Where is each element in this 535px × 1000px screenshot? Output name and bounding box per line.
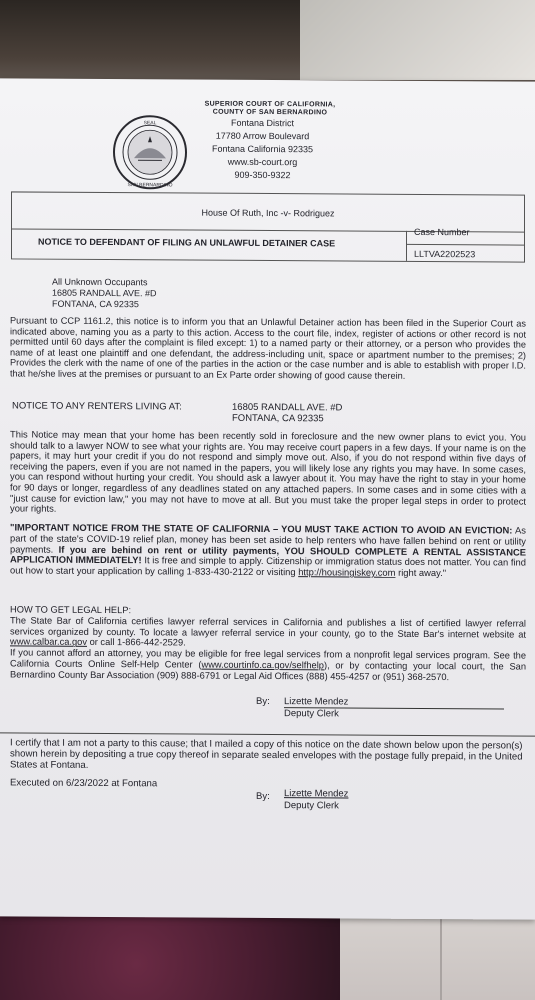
legal-help-referral (10, 615, 526, 651)
housing-link[interactable]: http://housingiskey.com (298, 566, 396, 578)
signature-title-1: Deputy Clerk (284, 708, 339, 720)
signature-name-1: Lizette Mendez (284, 696, 349, 708)
occupants-line2: 16805 RANDALL AVE. #D (52, 287, 157, 299)
foreclosure-paragraph: This Notice may mean that your home has been recently sold in foreclosure and the new owner plans to evict you. You should talk to a lawyer NOW to see what your rights are. You may receive court papers in a few days. If your name is on the papers, it may hurt your credit if you do not respond and simply move out. Also, if you do not respond within five days of receiving the papers, even if you are not named in the papers, you will likely lose any rights you may have. In some cases, you can respond without hurting your credit. You should ask a lawyer about it. You may have the right to stay in your home for 90 days or longer, regardless of any deadlines stated on any attached papers. In some cases and in some cities with a "just cause for eviction law," you may not have to move at all. But you must take the proper legal steps in order to protect your rights. (10, 428, 526, 514)
county-seal-icon (110, 112, 190, 192)
important-text3: right away." (395, 566, 447, 579)
svg-text:SEAL: SEAL (143, 120, 157, 127)
signature-name-2: Lizette Mendez (284, 788, 349, 800)
legal-help-section (10, 604, 526, 683)
court-city: Fontana California 92335 (211, 143, 314, 155)
section-separator (0, 732, 535, 736)
renters-notice-label: NOTICE TO ANY RENTERS LIVING AT: (12, 400, 182, 413)
court-header (180, 100, 360, 117)
background-fabric (0, 910, 340, 1000)
case-number-label: Case Number (414, 226, 470, 238)
calbar-link[interactable]: www.calbar.ca.gov (10, 636, 87, 648)
legal-help-text2: or call 1-866-442-2529. (87, 637, 186, 648)
renters-address-line2: FONTANA, CA 92335 (232, 412, 324, 425)
renters-address (232, 402, 342, 425)
caption-divider-vertical (406, 231, 407, 261)
selfhelp-link[interactable]: www.courtinfo.ca.gov/selfhelp (201, 659, 324, 671)
ccp-paragraph: Pursuant to CCP 1161.2, this notice is to inform you that an Unlawful Detainer action has been filed in the Superior Court as indicated above, naming you as a party to this action. Access to the court file, index, register of actions or other record is not permitted until 60 days after the complaint is filed except: 1) to a named party or their attorney, or a person who provides the name of at least one plaintiff and one defendant, the address-including unit, space or apartment number to the premises; 2) Provides the clerk with the name of one of the parties in the action or the case number and is able to establish with proper I.D. that he/she lives at the premises or pursuant to an Ex Parte order showing of good cause therein. (10, 315, 526, 381)
court-district: Fontana District (230, 117, 295, 129)
occupants-line1: All Unknown Occupants (52, 276, 148, 288)
case-caption-box (11, 191, 525, 262)
court-header-line2: COUNTY OF SAN BERNARDINO (212, 108, 328, 117)
court-website: www.sb-court.org (227, 156, 298, 168)
case-parties: House Of Ruth, Inc -v- Rodriguez (201, 207, 335, 219)
court-street: 17780 Arrow Boulevard (215, 130, 310, 142)
occupants-address (52, 277, 157, 311)
occupants-line3: FONTANA, CA 92335 (52, 298, 139, 310)
court-header-line1: SUPERIOR COURT OF CALIFORNIA, (204, 100, 336, 109)
legal-help-text4: ), or by contacting your local court, the San Bernardino County Bar Association (909) 888-6791 or Legal Aid Offices (888) 455-4257 or (951) 368-2570. (10, 660, 526, 682)
legal-help-text3: If you cannot afford an attorney, you may be eligible for free legal services from a nonprofit legal services program. See the California Courts Online Self-Help Center ( (10, 647, 526, 670)
important-notice-paragraph (10, 522, 526, 579)
legal-help-free-services (10, 648, 526, 684)
signature-title-2: Deputy Clerk (284, 800, 339, 812)
renters-address-line1: 16805 RANDALL AVE. #D (232, 401, 343, 414)
case-number-divider (406, 244, 524, 246)
court-phone: 909-350-9322 (234, 169, 291, 181)
signature-by-label-1: By: (256, 695, 270, 708)
important-text2: It is free and simple to apply. Citizenship or immigration status does not matter. You can find out how to start your application by calling 1-833-430-2122 or visiting (10, 554, 526, 578)
certification-paragraph: I certify that I am not a party to this cause; that I mailed a copy of this notice on the date shown below upon the person(s) shown herein by depositing a true copy thereof in separate sealed envelopes with the postage fully prepaid, in the United States at Fontana. (10, 737, 523, 771)
legal-help-heading: HOW TO GET LEGAL HELP: (10, 604, 132, 616)
signature-by-label-2: By: (256, 790, 270, 803)
case-number-value: LLTVA2202523 (414, 248, 476, 260)
svg-text:SAN BERNARDINO: SAN BERNARDINO (127, 182, 173, 189)
notice-document (0, 78, 535, 919)
court-address (180, 116, 345, 182)
background-window (300, 0, 535, 80)
important-heading: "IMPORTANT NOTICE FROM THE STATE OF CALIFORNIA – YOU MUST TAKE ACTION TO AVOID AN EVICTION: (10, 521, 513, 536)
notice-title: NOTICE TO DEFENDANT OF FILING AN UNLAWFUL DETAINER CASE (38, 236, 336, 249)
legal-help-text1: The State Bar of California certifies lawyer referral services in California and publishes a list of certified lawyer referral services organized by county. To locate a lawyer referral service in your county, go to the State Bar's internet website at (10, 615, 526, 640)
important-text1: As part of the state's COVID-19 relief plan, money has been set aside to help renters who have fallen behind on rent or utility payments. (10, 524, 526, 555)
executed-line: Executed on 6/23/2022 at Fontana (10, 777, 158, 790)
important-emphasis: If you are behind on rent or utility payments, YOU SHOULD COMPLETE A RENTAL ASSISTANCE APPLICATION IMMEDIATELY! (10, 543, 526, 566)
